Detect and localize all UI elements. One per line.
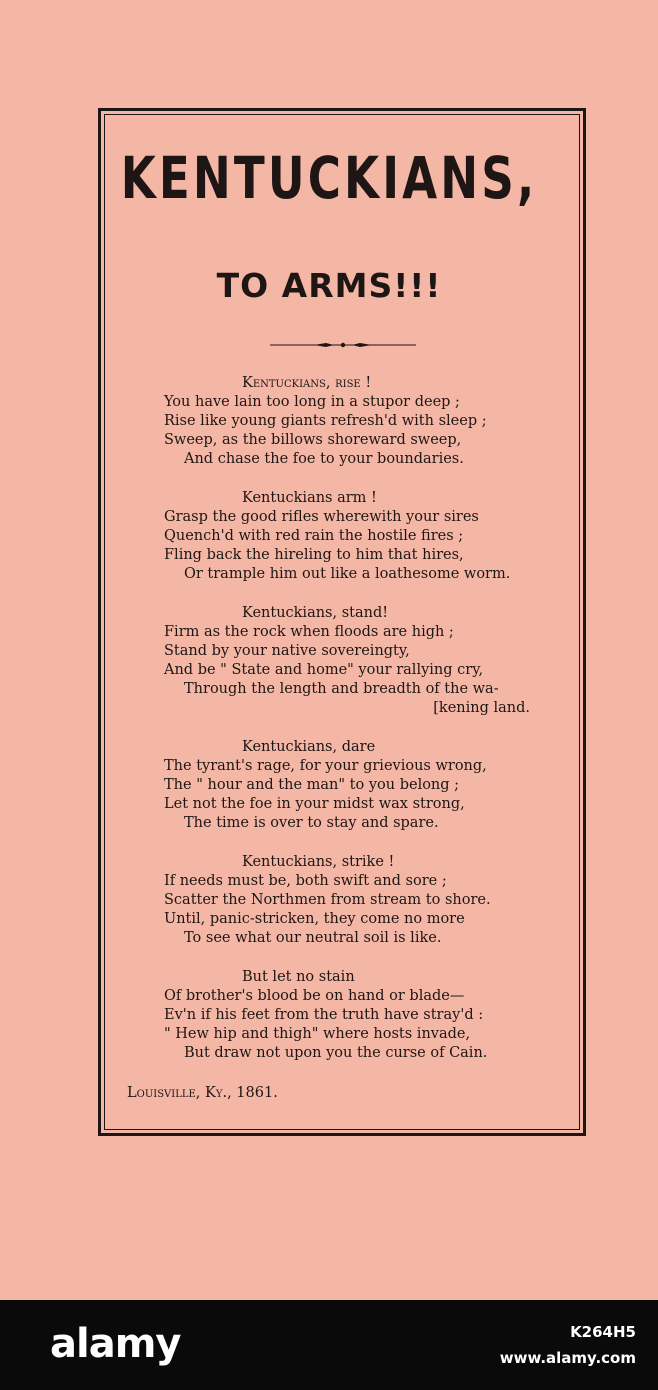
verse-line: The time is over to stay and spare.	[184, 815, 439, 831]
verse-line: Fling back the hireling to him that hires,	[164, 547, 464, 563]
verse-line: The " hour and the man" to you belong ;	[164, 777, 460, 793]
verse-line: If needs must be, both swift and sore ;	[164, 873, 447, 889]
stanza-head: But let no stain	[242, 969, 355, 985]
verse-line: But draw not upon you the curse of Cain.	[184, 1045, 488, 1061]
stanza-head	[242, 374, 534, 393]
brand-logo: alamy	[50, 1321, 181, 1367]
stanza-head: Kentuckians, strike !	[242, 854, 395, 870]
broadside-subtitle: TO ARMS!!!	[216, 266, 442, 305]
verse-line-turnover: [kening land.	[433, 700, 530, 716]
stanza	[164, 968, 534, 1063]
verse-line: " Hew hip and thigh" where hosts invade,	[164, 1026, 471, 1042]
verse-line: And chase the foe to your boundaries.	[184, 451, 464, 467]
stanza	[164, 738, 534, 833]
verse-line: You have lain too long in a stupor deep ;	[164, 394, 460, 410]
broadside-title: KENTUCKIANS,	[120, 144, 538, 212]
stanza-head-text: Kentuckians, rise !	[242, 375, 372, 391]
verse-line: Through the length and breadth of the wa-	[184, 681, 499, 697]
verse-line: Let not the foe in your midst wax strong,	[164, 796, 465, 812]
ornamental-rule-icon	[270, 340, 416, 350]
verse-line: Sweep, as the billows shoreward sweep,	[164, 432, 462, 448]
stanza	[164, 604, 534, 718]
stanza	[164, 489, 534, 584]
verse-line: To see what our neutral soil is like.	[184, 930, 442, 946]
verse-line: Until, panic-stricken, they come no more	[164, 911, 465, 927]
verse-line: Firm as the rock when floods are high ;	[164, 624, 454, 640]
stanza	[164, 853, 534, 948]
verse-line: And be " State and home" your rallying cry,	[164, 662, 484, 678]
verse-line: Grasp the good rifles wherewith your sires	[164, 509, 479, 525]
verse-line: The tyrant's rage, for your grievious wrong,	[164, 758, 487, 774]
verse-line: Rise like young giants refresh'd with sleep ;	[164, 413, 487, 429]
stanza-head: Kentuckians, dare	[242, 739, 376, 755]
verse-line: Stand by your native sovereingty,	[164, 643, 410, 659]
stanza-head: Kentuckians, stand!	[242, 605, 389, 621]
verse-line: Of brother's blood be on hand or blade—	[164, 988, 465, 1004]
verse-line: Scatter the Northmen from stream to shore.	[164, 892, 491, 908]
stanza	[164, 374, 534, 469]
poem	[164, 374, 534, 1083]
verse-line: Or trample him out like a loathesome worm.	[184, 566, 511, 582]
image-id: K264H5	[570, 1323, 636, 1341]
stanza-head: Kentuckians arm !	[242, 490, 377, 506]
verse-line: Ev'n if his feet from the truth have stray'd :	[164, 1007, 484, 1023]
imprint-line: Louisville, Ky., 1861.	[127, 1085, 278, 1101]
site-url: www.alamy.com	[499, 1349, 636, 1367]
verse-line: Quench'd with red rain the hostile fires ;	[164, 528, 464, 544]
